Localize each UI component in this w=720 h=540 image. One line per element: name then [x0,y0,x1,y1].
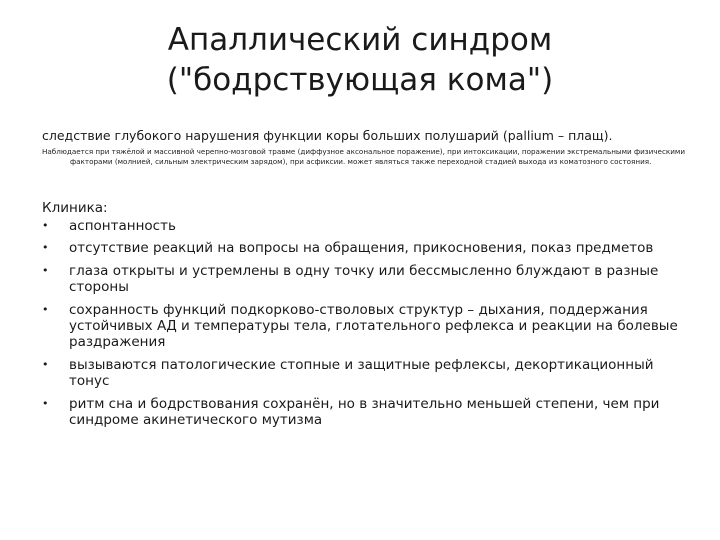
clinic-bullet-list [42,218,682,428]
list-item [42,357,682,390]
slide-title [110,20,610,100]
slide-title-line-1: Апаллический синдром [167,22,553,58]
clinic-section [42,198,682,434]
list-item-text: аспонтанность [69,218,176,234]
list-item [42,302,682,351]
list-item-text: сохранность функций подкорково-стволовых структур – дыхания, поддержания устойчивых АД и температуры тела, глотательного рефлекса и реакции на болевые раздражения [69,301,678,351]
bullet-icon: • [42,302,49,316]
bullet-icon: • [42,241,49,255]
list-item-text: глаза открыты и устремлены в одну точку или бессмысленно блуждают в разные стороны [69,262,659,296]
clinic-heading: Клиника: [42,200,108,216]
bullet-icon: • [42,219,49,232]
definition-text: следствие глубокого нарушения функции коры больших полушарий (pallium – плащ). [42,128,613,143]
note-text: Наблюдается при тяжёлой и массивной черепно-мозговой травме (диффузное аксональное поражение), при интоксикации, поражении экстремальными физическими факторами (молнией, сильным электрическим зарядом), при асфиксии. может являться также переходной стадией выхода из коматозного состояния. [42,147,686,166]
slide-title-line-2: ("бодрствующая кома") [166,62,554,98]
list-item-text: вызываются патологические стопные и защитные рефлексы, декортикационный тонус [69,356,654,390]
bullet-icon: • [42,263,49,277]
list-item [42,218,682,234]
list-item [42,396,682,429]
list-item [42,263,682,296]
list-item-text: ритм сна и бодрствования сохранён, но в значительно меньшей степени, чем при синдроме акинетического мутизма [69,395,660,429]
list-item [42,240,682,256]
list-item-text: отсутствие реакций на вопросы на обращения, прикосновения, показ предметов [69,240,654,257]
bullet-icon: • [42,396,49,410]
bullet-icon: • [42,357,49,371]
